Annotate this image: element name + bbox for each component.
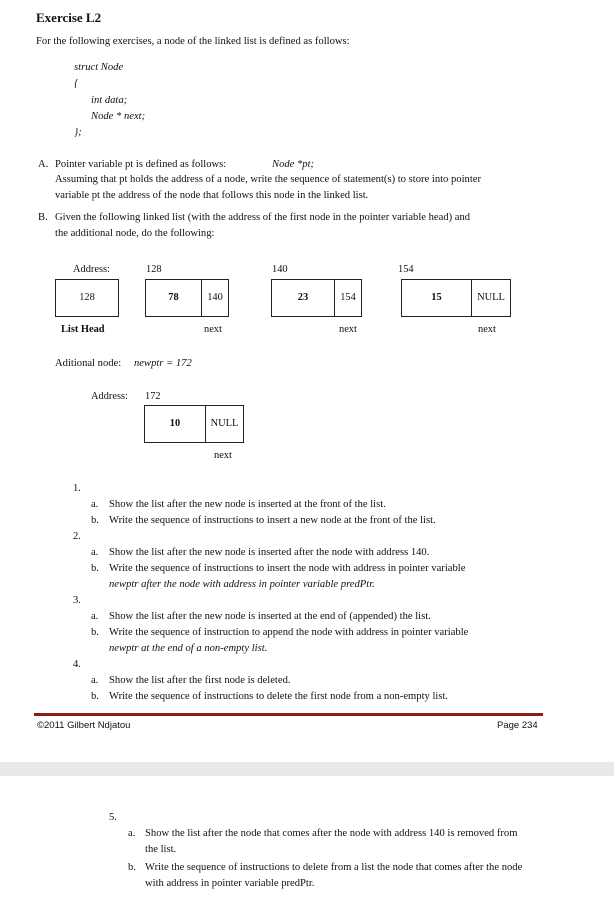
question-2b-text-1: Write the sequence of instructions to insert the node with address in pointer variable xyxy=(109,563,466,574)
node-3-address: 154 xyxy=(398,264,414,275)
question-5a-text-2: the list. xyxy=(145,844,177,855)
question-3b-text-2: newptr at the end of a non-empty list. xyxy=(109,643,268,654)
node-3-next: NULL xyxy=(471,280,510,316)
node-3-box xyxy=(401,279,511,317)
question-4a-text: Show the list after the first node is deleted. xyxy=(109,675,291,686)
exercise-title: Exercise L2 xyxy=(36,10,102,25)
new-node-address-label: Address: xyxy=(91,391,128,402)
node-1-address: 128 xyxy=(146,264,162,275)
footer-rule xyxy=(34,713,543,716)
node-2-data: 23 xyxy=(297,292,309,303)
code-line-5: }; xyxy=(74,127,82,138)
question-2a-text: Show the list after the new node is inserted after the node with address 140. xyxy=(109,547,430,558)
code-line-1: struct Node xyxy=(74,62,124,73)
part-b-line-2: the additional node, do the following: xyxy=(55,228,215,239)
question-4a-label: a. xyxy=(91,675,99,686)
question-5b-text-2: with address in pointer variable predPtr. xyxy=(145,878,315,889)
node-1-next: 140 xyxy=(201,280,228,316)
code-line-2: { xyxy=(74,78,79,89)
node-2-box xyxy=(271,279,362,317)
question-3b-label: b. xyxy=(91,627,99,638)
question-1-number: 1. xyxy=(73,483,81,494)
node-2-next: 154 xyxy=(334,280,361,316)
question-1a-label: a. xyxy=(91,499,99,510)
question-1b-label: b. xyxy=(91,515,99,526)
address-label: Address: xyxy=(73,264,110,275)
footer-copyright: ©2011 Gilbert Ndjatou xyxy=(37,720,131,731)
part-a-line-2: Assuming that pt holds the address of a node, write the sequence of statement(s) to store into pointer xyxy=(55,174,482,185)
new-node-box xyxy=(144,405,244,443)
new-node-address: 172 xyxy=(145,391,161,402)
question-5a-text-1: Show the list after the node that comes after the node with address 140 is removed from xyxy=(145,828,518,839)
question-5a-label: a. xyxy=(128,828,136,839)
list-head-value: 128 xyxy=(79,292,95,303)
new-node-next-label: next xyxy=(214,450,232,461)
node-2-address: 140 xyxy=(272,264,288,275)
node-1-box xyxy=(145,279,229,317)
question-4b-label: b. xyxy=(91,691,99,702)
new-node-data: 10 xyxy=(169,418,181,429)
question-5b-label: b. xyxy=(128,862,136,873)
question-4b-text: Write the sequence of instructions to delete the first node from a non-empty list. xyxy=(109,691,449,702)
question-2b-label: b. xyxy=(91,563,99,574)
part-b-line-1: Given the following linked list (with the address of the first node in the pointer variable head) and xyxy=(55,212,471,223)
code-line-4: Node * next; xyxy=(91,111,146,122)
node-2-next-label: next xyxy=(339,324,357,335)
question-1b-text: Write the sequence of instructions to insert a new node at the front of the list. xyxy=(109,515,436,526)
list-head-box xyxy=(55,279,119,317)
code-line-3: int data; xyxy=(91,95,128,106)
question-3-number: 3. xyxy=(73,595,81,606)
intro-text: For the following exercises, a node of the linked list is defined as follows: xyxy=(36,36,350,47)
part-b-label: B. xyxy=(38,212,48,223)
question-2a-label: a. xyxy=(91,547,99,558)
question-3b-text-1: Write the sequence of instruction to append the node with address in pointer variable xyxy=(109,627,469,638)
node-1-data: 78 xyxy=(168,292,179,303)
part-a-declaration: Node *pt; xyxy=(272,159,315,170)
question-3a-text: Show the list after the new node is inserted at the end of (appended) the list. xyxy=(109,611,431,622)
node-1-next-label: next xyxy=(204,324,222,335)
node-3-data: 15 xyxy=(431,292,442,303)
part-a-line-3: variable pt the address of the node that follows this node in the linked list. xyxy=(55,190,369,201)
list-head-label: List Head xyxy=(61,324,105,335)
part-a-line-1: Pointer variable pt is defined as follows: xyxy=(55,159,227,170)
question-4-number: 4. xyxy=(73,659,81,670)
additional-node-expression: newptr = 172 xyxy=(134,358,192,369)
question-3a-label: a. xyxy=(91,611,99,622)
question-2b-text-2: newptr after the node with address in pointer variable predPtr. xyxy=(109,579,375,590)
new-node-next: NULL xyxy=(205,406,243,442)
footer-page-number: Page 234 xyxy=(497,720,538,731)
question-5b-text-1: Write the sequence of instructions to delete from a list the node that comes after the node xyxy=(145,862,523,873)
node-3-next-label: next xyxy=(478,324,496,335)
question-2-number: 2. xyxy=(73,531,81,542)
part-a-label: A. xyxy=(38,159,49,170)
question-1a-text: Show the list after the new node is inserted at the front of the list. xyxy=(109,499,386,510)
additional-node-label: Aditional node: xyxy=(55,358,122,369)
document-page-2 xyxy=(0,776,614,900)
question-5-number: 5. xyxy=(109,812,117,823)
